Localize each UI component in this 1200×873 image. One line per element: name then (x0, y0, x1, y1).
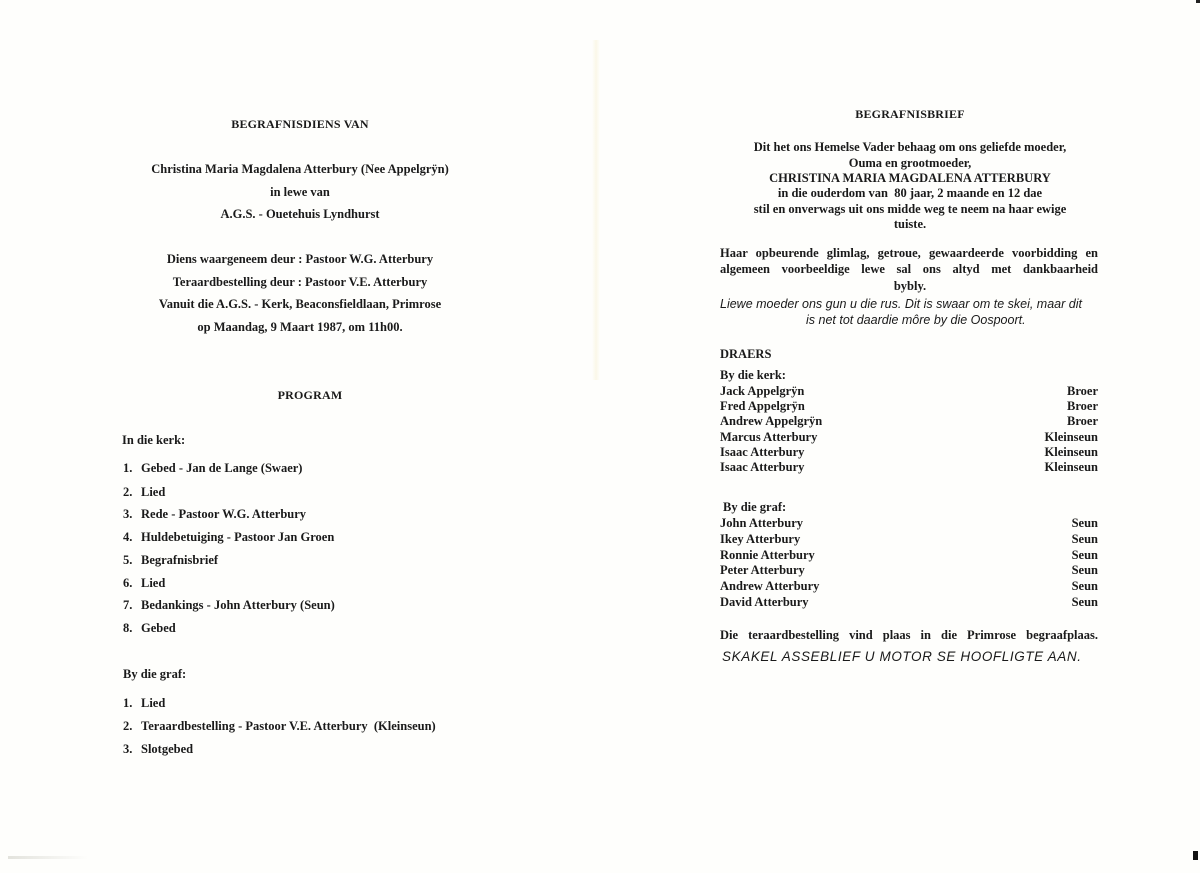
program-item: 7. Bedankings - John Atterbury (Seun) (123, 598, 335, 612)
announcement-line: Dit het ons Hemelse Vader behaag om ons geliefde moeder, (753, 140, 1067, 154)
bearer-row: Isaac Atterbury Kleinseun (720, 460, 1098, 474)
program-item: 2. Teraardbestelling - Pastoor V.E. Atterbury (Kleinseun) (123, 719, 436, 733)
grave-heading: By die graf: (123, 667, 187, 681)
tribute-line: Haar opbeurende glimlag, getroue, gewaardeerde voorbidding en (720, 246, 1098, 260)
program-item: 6. Lied (123, 576, 166, 590)
tribute-line: bybly. (893, 279, 927, 293)
church-bearers-heading: By die kerk: (720, 368, 786, 382)
bearer-row: Isaac Atterbury Kleinseun (720, 445, 1098, 459)
program-item: 3. Rede - Pastoor W.G. Atterbury (123, 507, 307, 521)
bearer-row: Andrew Atterbury Seun (720, 579, 1098, 593)
burial-note: Die teraardbestelling vind plaas in die Primrose begraafplaas. (720, 628, 1098, 642)
program-item: 1. Gebed - Jan de Lange (Swaer) (123, 461, 303, 475)
service-line: op Maandag, 9 Maart 1987, om 11h00. (197, 320, 403, 334)
letter-title: BEGRAFNISBRIEF (855, 107, 965, 121)
bearer-row: Jack Appelgrÿn Broer (720, 384, 1098, 398)
verse-line: Liewe moeder ons gun u die rus. Dit is swaar om te skei, maar dit (720, 297, 1082, 311)
program-item: 4. Huldebetuiging - Pastoor Jan Groen (123, 530, 335, 544)
deceased-name: Christina Maria Magdalena Atterbury (Nee Appelgrÿn) (151, 162, 449, 176)
program-item: 8. Gebed (123, 621, 176, 635)
service-line: Vanuit die A.G.S. - Kerk, Beaconsfieldlaan, Primrose (158, 297, 442, 311)
service-line: Teraardbestelling deur : Pastoor V.E. Atterbury (172, 275, 428, 289)
announcement-name: CHRISTINA MARIA MAGDALENA ATTERBURY (769, 171, 1051, 185)
bearer-row: Ikey Atterbury Seun (720, 532, 1098, 546)
announcement-line: Ouma en grootmoeder, (848, 156, 972, 170)
in-life-of: in lewe van (270, 185, 330, 199)
program-item: 3. Slotgebed (123, 742, 194, 756)
service-line: Diens waargeneem deur : Pastoor W.G. Atterbury (166, 252, 434, 266)
church-heading: In die kerk: (122, 433, 186, 447)
bearer-row: Marcus Atterbury Kleinseun (720, 430, 1098, 444)
announcement-line: tuiste. (893, 217, 927, 231)
headlights-note: SKAKEL ASSEBLIEF U MOTOR SE HOOFLIGTE AAN. (722, 649, 1082, 664)
bearer-row: David Atterbury Seun (720, 595, 1098, 609)
program-item: 2. Lied (123, 485, 166, 499)
service-title: BEGRAFNISDIENS VAN (231, 117, 369, 131)
program-item: 5. Begrafnisbrief (123, 553, 219, 567)
program-title: PROGRAM (277, 388, 343, 402)
residence: A.G.S. - Ouetehuis Lyndhurst (220, 207, 380, 221)
bearer-row: Ronnie Atterbury Seun (720, 548, 1098, 562)
tribute-line: algemeen voorbeeldige lewe sal ons altyd met dankbaarheid (720, 262, 1098, 276)
bearer-row: Andrew Appelgrÿn Broer (720, 414, 1098, 428)
bearer-row: Fred Appelgrÿn Broer (720, 399, 1098, 413)
announcement-line: in die ouderdom van 80 jaar, 2 maande en 12 dae (777, 186, 1043, 200)
grave-bearers-heading: By die graf: (723, 500, 787, 514)
verse-line: is net tot daardie môre by die Oospoort. (806, 313, 1026, 327)
bearers-title: DRAERS (720, 347, 772, 361)
bearer-row: John Atterbury Seun (720, 516, 1098, 530)
announcement-line: stil en onverwags uit ons midde weg te neem na haar ewige (753, 202, 1067, 216)
bearer-row: Peter Atterbury Seun (720, 563, 1098, 577)
program-item: 1. Lied (123, 696, 166, 710)
